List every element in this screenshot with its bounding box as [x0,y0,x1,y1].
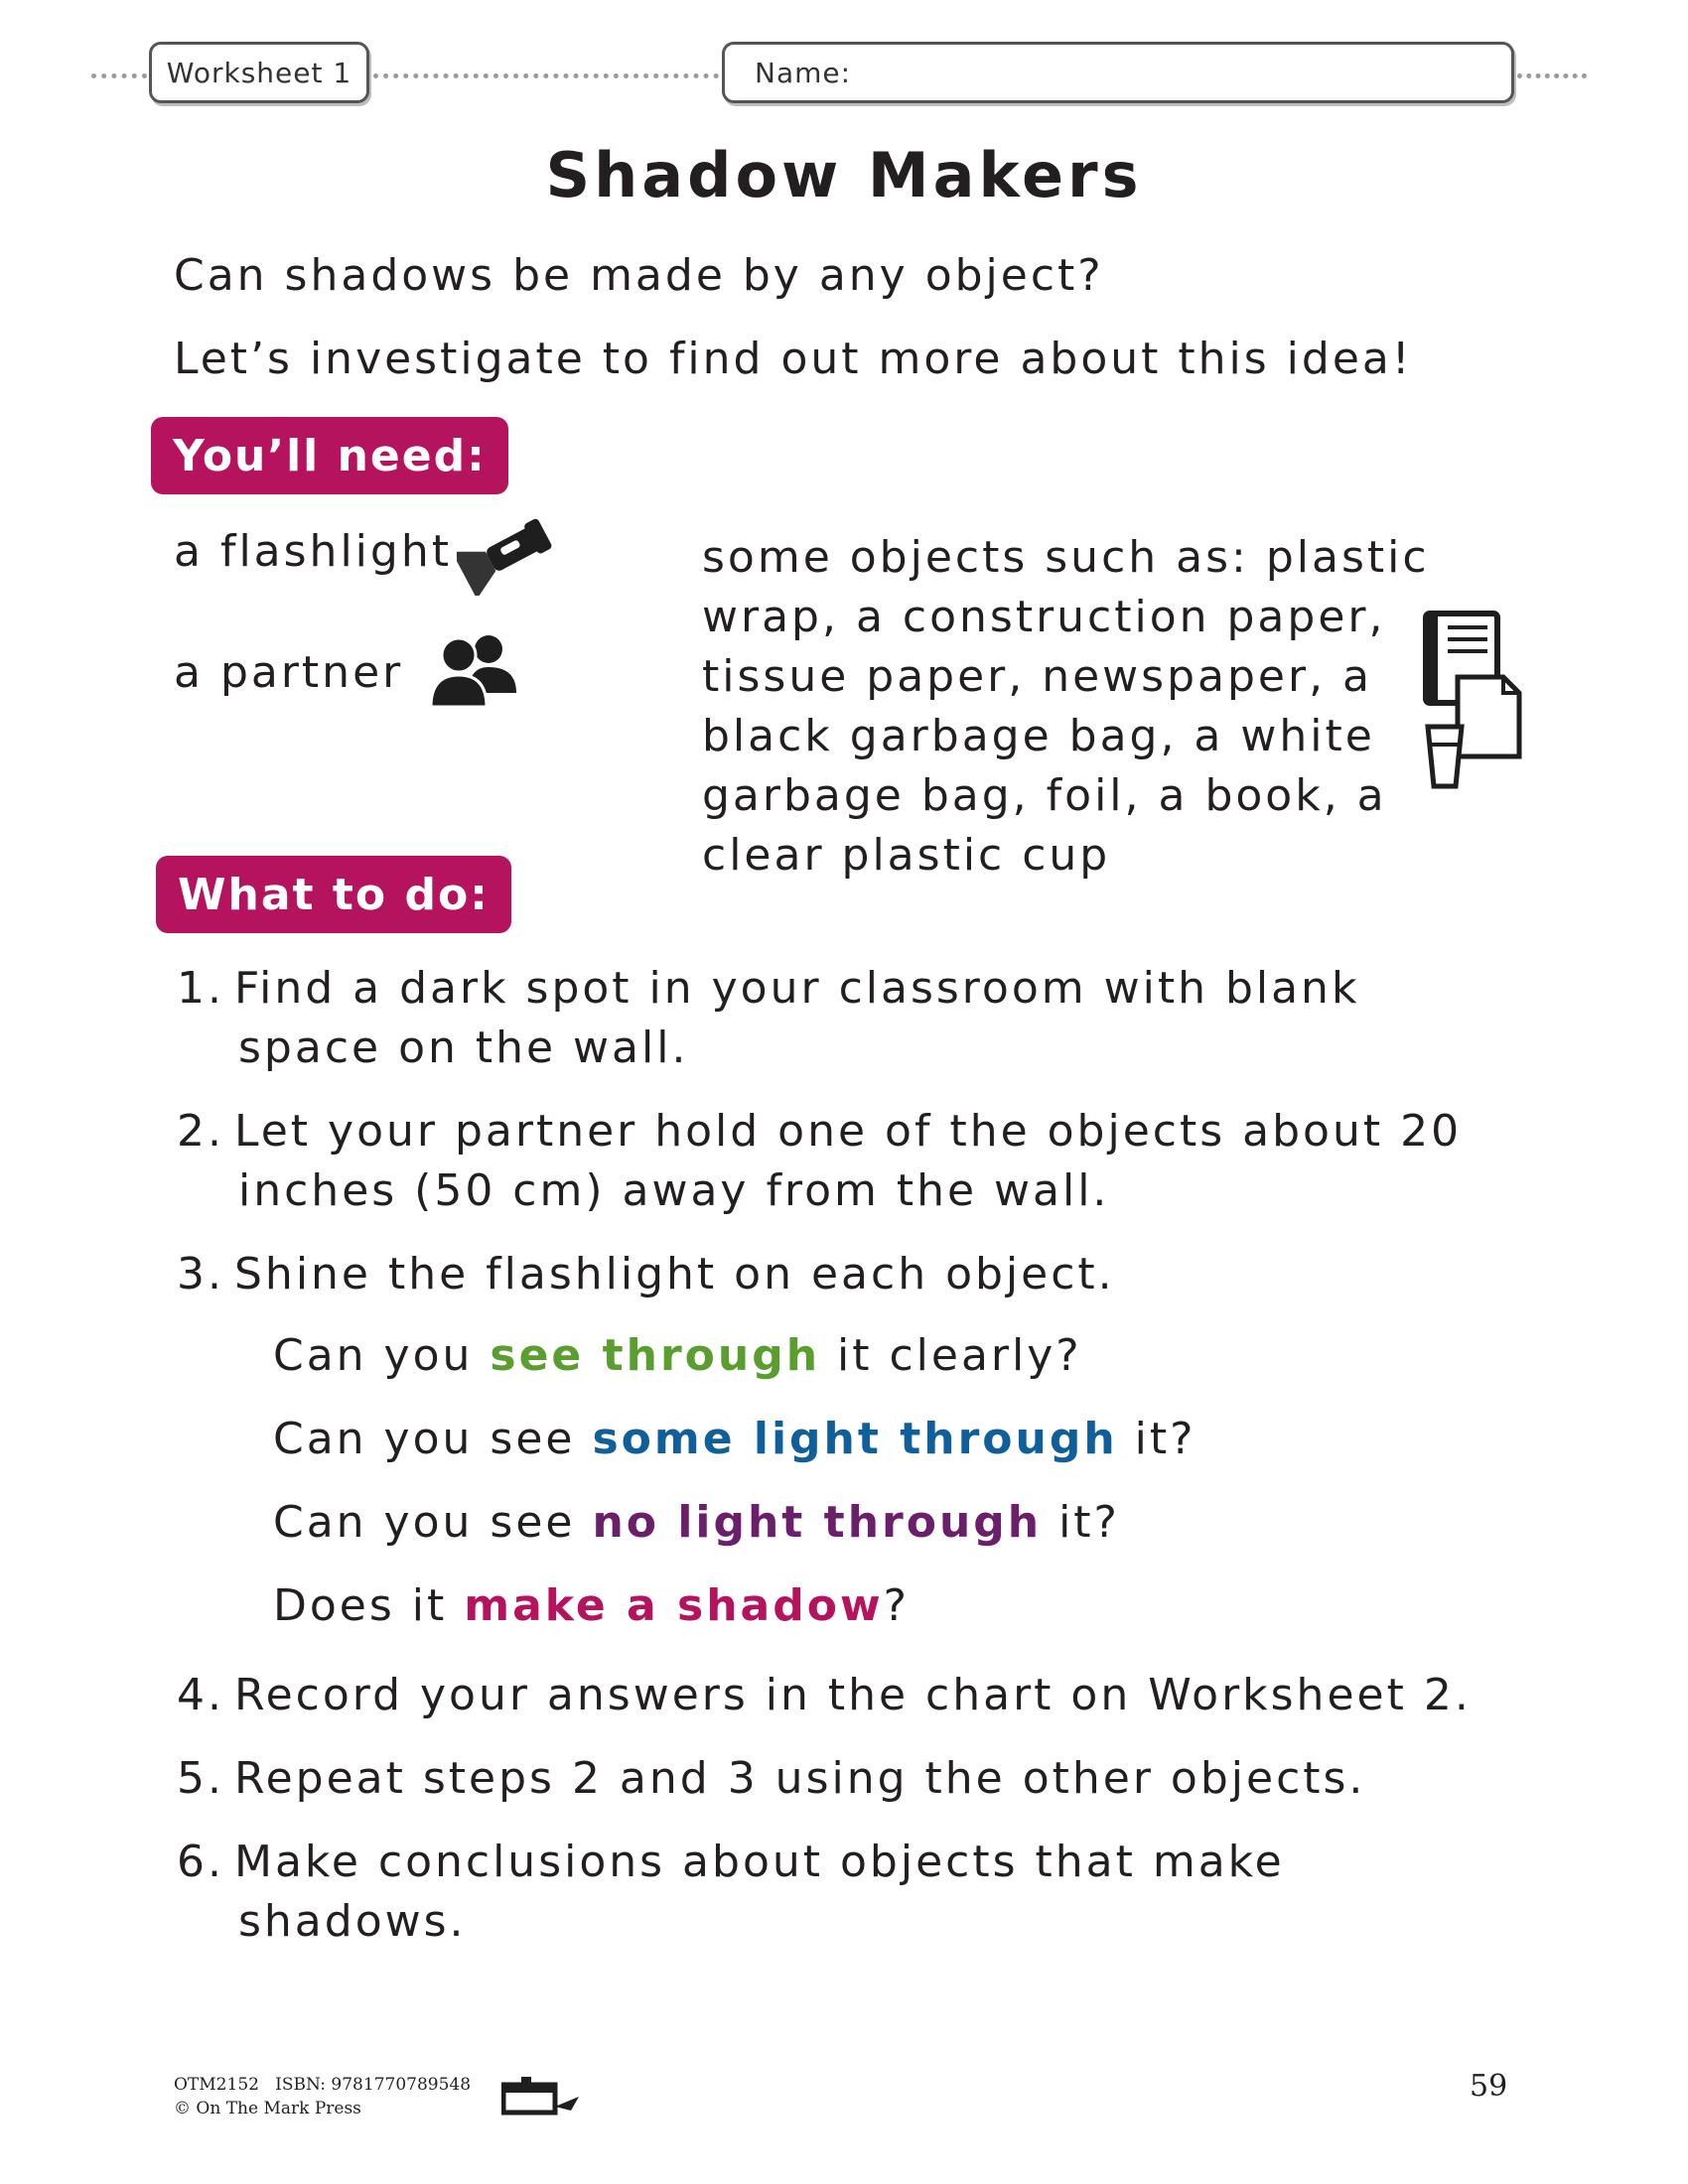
header-dots-right [1517,73,1587,78]
step-number: 4. [177,1670,224,1720]
step-text: Shine the flashlight on each object. [234,1249,1115,1299]
you-will-need-heading-text: You’ll need: [173,430,487,481]
step-2 [177,1102,1487,1221]
question-some-light [273,1414,1196,1464]
question-text: ? [883,1580,910,1631]
name-label: Name: [755,56,852,89]
question-text: Can you see [273,1414,593,1464]
name-field[interactable] [722,42,1514,103]
question-see-through [273,1330,1082,1381]
question-keyword: some light through [592,1414,1118,1464]
what-to-do-heading-text: What to do: [178,869,490,920]
step-5 [177,1749,1487,1809]
step-text-continued: inches (50 cm) away from the wall. [238,1165,1110,1216]
step-text: Make conclusions about objects that make [234,1837,1285,1887]
step-6 [177,1833,1487,1952]
book-paper-cup-icon [1418,608,1527,796]
step-number: 1. [177,963,224,1014]
intro-question: Can shadows be made by any object? [174,250,1104,301]
step-text: Repeat steps 2 and 3 using the other objects. [234,1753,1366,1804]
question-make-shadow [273,1580,910,1631]
you-will-need-heading [151,417,508,494]
question-no-light [273,1497,1120,1548]
step-1 [177,959,1487,1078]
what-to-do-heading [156,856,511,933]
isbn: ISBN: 9781770789548 [275,2075,472,2095]
step-number: 6. [177,1837,224,1887]
publisher-logo-icon [501,2077,581,2116]
worksheet-label-text: Worksheet 1 [166,56,352,89]
header-dots-left [91,73,147,78]
people-icon [425,631,524,711]
step-number: 5. [177,1753,224,1804]
step-number: 2. [177,1106,224,1157]
worksheet-label [149,42,369,103]
question-text: it? [1042,1497,1120,1548]
question-keyword: make a shadow [464,1580,884,1631]
step-text: Record your answers in the chart on Worksheet 2. [234,1670,1472,1720]
question-keyword: no light through [592,1497,1043,1548]
intro-statement: Let’s investigate to find out more about this idea! [174,334,1413,384]
question-text: Does it [273,1580,465,1631]
need-flashlight: a flashlight [174,526,452,577]
flashlight-icon [457,516,566,596]
step-text-continued: space on the wall. [238,1023,689,1073]
footer-credits [174,2073,471,2120]
step-text: Let your partner hold one of the objects about 20 [234,1106,1463,1157]
step-text-continued: shadows. [238,1896,467,1947]
step-number: 3. [177,1249,224,1299]
header-dots-middle [373,73,719,78]
question-keyword: see through [490,1330,821,1381]
product-code: OTM2152 [174,2075,259,2095]
question-text: it? [1117,1414,1196,1464]
question-text: Can you see [273,1497,593,1548]
page-title: Shadow Makers [545,139,1143,211]
copyright: © On The Mark Press [174,2099,361,2118]
need-objects-list: some objects such as: plastic wrap, a construction paper, tissue paper, newspaper, a black garbage bag, a white garbage bag, foil, a book, a clear plastic cup [702,532,1430,881]
question-text: it clearly? [820,1330,1082,1381]
step-4 [177,1666,1487,1725]
step-3 [177,1245,1487,1304]
page-number: 59 [1470,2069,1508,2104]
need-partner: a partner [174,647,404,698]
step-text: Find a dark spot in your classroom with blank [234,963,1360,1014]
question-text: Can you [273,1330,491,1381]
